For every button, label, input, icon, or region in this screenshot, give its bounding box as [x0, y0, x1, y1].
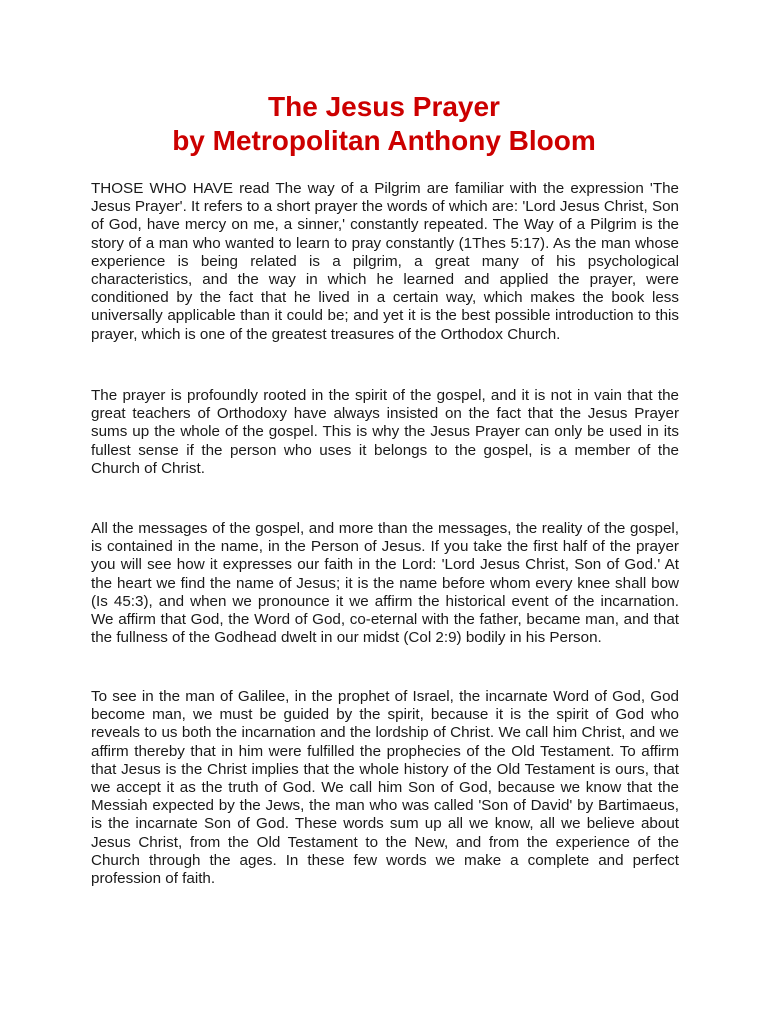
paragraph-1: THOSE WHO HAVE read The way of a Pilgrim are familiar with the expression 'The Jesus Prayer'. It refers to a short prayer the words of which are: 'Lord Jesus Christ, Son of God, have mercy on me, a sinner,' constantly repeated. The Way of a Pilgrim is the story of a man who wanted to learn to pray constantly (1Thes 5:17). As the man whose experience is being related is a pilgrim, a great many of his psychological characteristics, and the way in which he learned and applied the prayer, were conditioned by the fact that he lived in a certain way, which makes the book less universally applicable than it could be; and yet it is the best possible introduction to this prayer, which is one of the greatest treasures of the Orthodox Church. [91, 180, 679, 343]
title-line-1: The Jesus Prayer [268, 91, 500, 122]
title-line-2: by Metropolitan Anthony Bloom [172, 125, 596, 156]
paragraph-3: All the messages of the gospel, and more than the messages, the reality of the gospel, is contained in the name, in the Person of Jesus. If you take the first half of the prayer you will see how it expresses our faith in the Lord: 'Lord Jesus Christ, Son of God.' At the heart we find the name of Jesus; it is the name before whom every knee shall bow (Is 45:3), and when we pronounce it we affirm the historical event of the incarnation. We affirm that God, the Word of God, co-eternal with the father, became man, and that the fullness of the Godhead dwelt in our midst (Col 2:9) bodily in his Person. [91, 520, 679, 647]
paragraph-2: The prayer is profoundly rooted in the spirit of the gospel, and it is not in vain that the great teachers of Orthodoxy have always insisted on the fact that the Jesus Prayer sums up the whole of the gospel. This is why the Jesus Prayer can only be used in its fullest sense if the person who uses it belongs to the gospel, is a member of the Church of Christ. [91, 387, 679, 477]
paragraph-4: To see in the man of Galilee, in the prophet of Israel, the incarnate Word of God, God become man, we must be guided by the spirit, because it is the spirit of God who reveals to us both the incarnation and the lordship of Christ. We call him Christ, and we affirm thereby that in him were fulfilled the prophecies of the Old Testament. To affirm that Jesus is the Christ implies that the whole history of the Old Testament is ours, that we accept it as the truth of God. We call him Son of God, because we know that the Messiah expected by the Jews, the man who was called 'Son of David' by Bartimaeus, is the incarnate Son of God. These words sum up all we know, all we believe about Jesus Christ, from the Old Testament to the New, and from the experience of the Church through the ages. In these few words we make a complete and perfect profession of faith. [91, 688, 679, 888]
document-title [0, 90, 768, 158]
